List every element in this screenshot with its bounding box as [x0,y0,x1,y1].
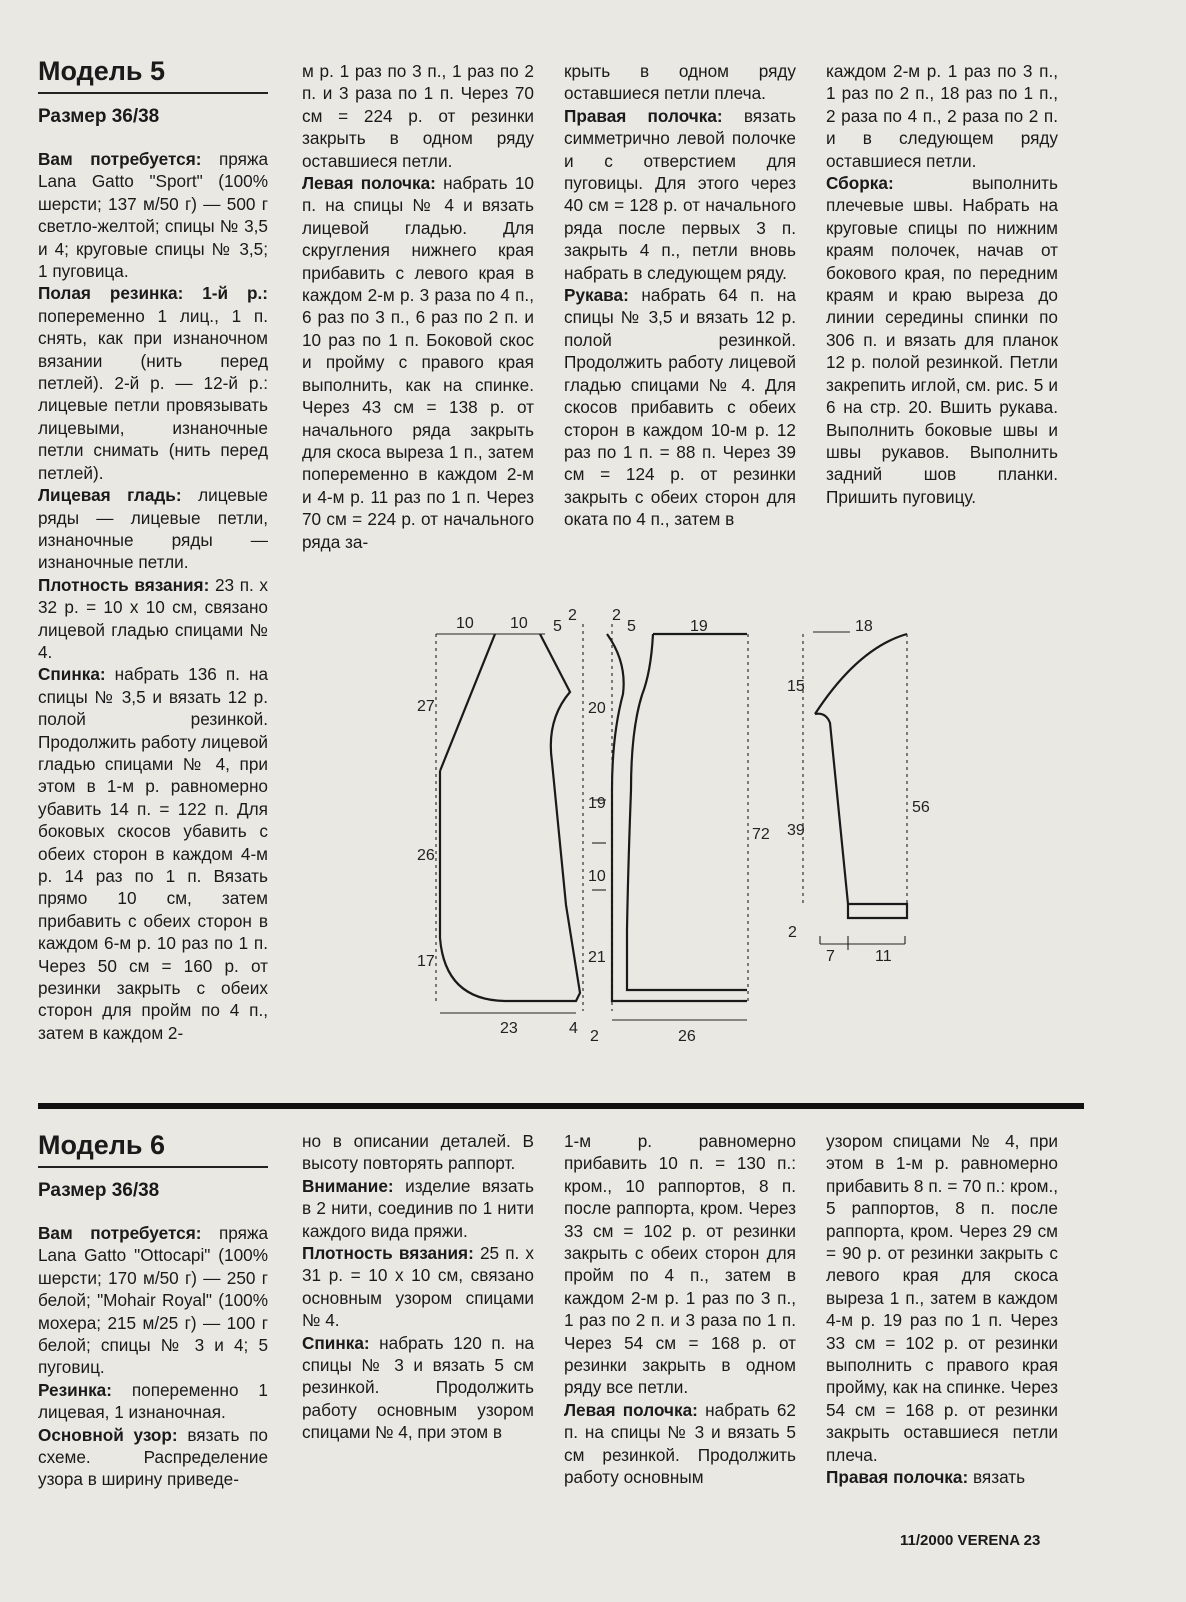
model6-column-2 [302,1130,534,1444]
paragraph: Сборка: выполнить плечевые швы. Набрать на круговые спицы по нижним краям полочек, начав от бокового края, по передним краям и краю выреза до линии середины спинки по 306 п. и вязать для планок 12 р. полой резинкой. Петли закрепить иглой, см. рис. 5 и 6 на стр. 20. Вшить рукава. Выполнить боковые швы и швы рукавов. Выполнить задний шов планки. Пришить пуговицу. [826,173,1058,507]
paragraph: Вам потребуется: пряжа Lana Gatto "Ottocapi" (100% шерсти; 170 м/50 г) — 250 г белой; "Mohair Royal" (100% мохера; 215 м/25 г) — 100 г белой; спицы № 3 и 4; 5 пуговиц. [38,1223,268,1378]
paragraph: Основной узор: вязать по схеме. Распределение узора в ширину приведе- [38,1424,268,1490]
dim-back-bottom-2: 26 [678,1028,696,1045]
dim-sleeve-side-1: 15 [787,678,805,695]
paragraph: 1-м р. равномерно прибавить 10 п. = 130 п.: кром., 10 раппортов, 8 п. после раппорта, кром. Через 33 см = 102 р. от резинки закрыть с обеих сторон для пройм по 4 п., затем в каждом 2-м р. 1 раз по 3 п., 1 раз по 2 п. и 3 раза по 1 п. Через 54 см = 168 р. от резинки закрыть в одном ряду все петли. [564,1131,796,1398]
dim-front-top-1: 10 [456,615,474,632]
dim-back-top-3: 19 [690,618,708,635]
model6-size: Размер 36/38 [38,1180,160,1201]
dim-front-top-3: 5 [553,618,562,635]
paragraph: Правая полочка: вязать симметрично левой полочке и с отверстием для пуговицы. Для этого через 40 см = 128 р. от начального ряда после первых 3 п. закрыть 4 п., петли вновь набрать в следующем ряду. [564,105,796,283]
dim-front-side-3: 17 [417,953,435,970]
paragraph: Левая полочка: набрать 62 п. на спицы № 3 и вязать 5 см резинкой. Продолжить работу основным [564,1399,796,1488]
paragraph: Лицевая гладь: лицевые ряды — лицевые петли, изнаночные ряды — изнаночные петли. [38,485,268,573]
back-piece-outline [607,634,747,1001]
paragraph: Спинка: набрать 120 п. на спицы № 3 и вязать 5 см резинкой. Продолжить работу основным узором спицами № 4, при этом в [302,1332,534,1443]
dim-back-center-4: 21 [588,949,606,966]
dim-front-side-1: 27 [417,698,435,715]
dim-sleeve-side-2: 39 [787,822,805,839]
dim-front-bottom-1: 23 [500,1020,518,1037]
dim-sleeve-bottom-2: 11 [875,948,892,965]
dim-back-top-1: 2 [612,607,621,624]
sleeve-piece-outline [815,634,907,918]
dim-front-top-4: 2 [568,607,577,624]
dim-front-side-2: 26 [417,847,435,864]
paragraph: каждом 2-м р. 1 раз по 3 п., 1 раз по 2 п., 18 раз по 1 п., 2 раза по 4 п., 2 раза по 2 п. и в следующем ряду оставшиеся петли. [826,61,1058,171]
paragraph: Спинка: набрать 136 п. на спицы № 3,5 и вязать 12 р. полой резинкой. Продолжить работу лицевой гладью спицами № 4, при этом в 1-м р. равномерно убавить 14 п. = 122 п. Для боковых скосов убавить с обеих сторон в каждом 4-м р. 14 раз по 1 п. Вязать прямо 10 см, затем прибавить с обеих сторон в каждом 6-м р. 10 раз по 1 п. Через 50 см = 160 р. от резинки закрыть с обеих сторон для пройм по 4 п., затем в каждом 2- [38,664,268,1043]
model6-title: Модель 6 [38,1130,268,1168]
dim-back-height: 72 [752,826,770,843]
model5-size: Размер 36/38 [38,106,160,127]
section-divider [38,1103,1084,1109]
paragraph: Вам потребуется: пряжа Lana Gatto "Sport" (100% шерсти; 137 м/50 г) — 500 г светло-желтой; спицы № 3,5 и 4; круговые спицы № 3,5; 1 пуговица. [38,149,268,282]
dim-front-top-2: 10 [510,615,528,632]
model6-column-4 [826,1130,1058,1489]
paragraph: Резинка: попеременно 1 лицевая, 1 изнаночная. [38,1379,268,1423]
paragraph: крыть в одном ряду оставшиеся петли плеча. [564,61,796,104]
dim-back-center-1: 20 [588,700,606,717]
paragraph: Левая полочка: набрать 10 п. на спицы № 4 и вязать лицевой гладью. Для скругления нижнего края прибавить с левого края в каждом 2-м р. 3 раза по 4 п., 6 раз по 3 п., 6 раз по 2 п. и 10 раз по 1 п. Боковой скос и пройму с правого края выполнить, как на спинке. Через 43 см = 138 р. от начального ряда закрыть для скоса выреза 1 п., затем попеременно в каждом 2-м и 4-м р. 11 раз по 1 п. Через 70 см = 224 р. от начального ряда за- [302,173,534,552]
model5-title: Модель 5 [38,56,268,94]
paragraph: но в описании деталей. В высоту повторять раппорт. [302,1131,534,1174]
paragraph: м р. 1 раз по 3 п., 1 раз по 2 п. и 3 раза по 1 п. Через 70 см = 224 р. от резинки закрыть в одном ряду оставшиеся петли. [302,61,534,171]
model6-column-1 [38,1222,268,1491]
dim-back-center-2: 19 [588,795,606,812]
dim-sleeve-top: 18 [855,618,873,635]
dim-back-top-2: 5 [627,618,636,635]
dim-sleeve-height: 56 [912,799,930,816]
dim-sleeve-side-3: 2 [788,924,797,941]
dim-back-bottom-1: 2 [590,1028,599,1045]
paragraph: узором спицами № 4, при этом в 1-м р. равномерно прибавить 8 п. = 70 п.: кром., 5 раппортов, 8 п. после раппорта, кром. Через 29 см = 90 р. от резинки закрыть с левого края для скоса выреза 1 п., затем в каждом 4-м р. 19 раз по 1 п. Через 33 см = 102 р. от резинки выполнить с правого края пройму, как на спинке. Через 54 см = 168 р. от резинки закрыть оставшиеся петли плеча. [826,1131,1058,1465]
front-piece-outline [440,634,580,1001]
paragraph: Рукава: набрать 64 п. на спицы № 3,5 и вязать 12 р. полой резинкой. Продолжить работу лицевой гладью спицами № 4. Для скосов прибавить с обеих сторон в каждом 10-м р. 12 раз по 1 п. = 88 п. Через 39 см = 124 р. от резинки закрыть с обеих сторон для оката по 4 п., затем в [564,285,796,530]
paragraph: Правая полочка: вязать [826,1467,1026,1488]
paragraph: Плотность вязания: 25 п. х 31 р. = 10 х 10 см, связано основным узором спицами № 4. [302,1243,534,1331]
dim-back-center-3: 10 [588,868,606,885]
model6-column-3 [564,1130,796,1489]
dim-sleeve-bottom-1: 7 [826,948,835,965]
paragraph: Плотность вязания: 23 п. х 32 р. = 10 х 10 см, связано лицевой гладью спицами № 4. [38,574,268,662]
page-footer: 11/2000 VERENA 23 [900,1532,1041,1549]
paragraph: Полая резинка: 1-й р.: попеременно 1 лиц., 1 п. снять, как при изнаночном вязании (нить перед петлей). 2-й р. — 12-й р.: лицевые петли провязывать лицевыми, изнаночные петли снимать (нить перед петлей). [38,283,268,483]
paragraph: Внимание: изделие вязать в 2 нити, соединив по 1 нити каждого вида пряжи. [302,1175,534,1241]
dim-front-bottom-2: 4 [569,1020,578,1037]
